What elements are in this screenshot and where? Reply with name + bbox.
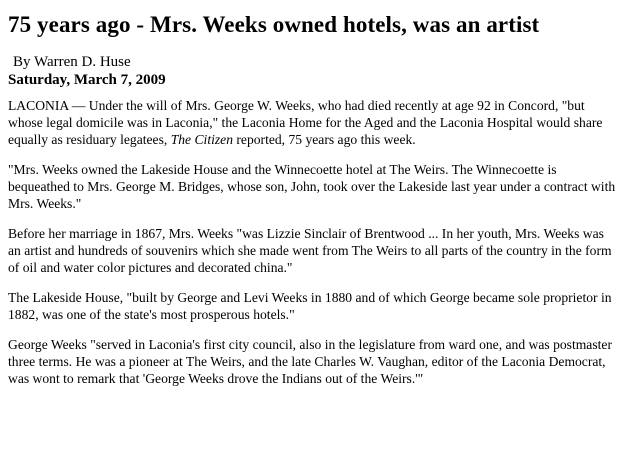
paragraph-5: George Weeks "served in Laconia's first city council, also in the legislature from ward one, and was postmaster three terms. He was a pioneer at The Weirs, and the late Charles W. Vaughan, editor of the Laconia Democrat, was wont to remark that 'George Weeks drove the Indians out of the Weirs.'" [8,337,612,386]
article-date: Saturday, March 7, 2009 [8,72,166,88]
article-headline: 75 years ago - Mrs. Weeks owned hotels, was an artist [8,12,540,37]
paragraph-4: The Lakeside House, "built by George and Levi Weeks in 1880 and of which George became sole proprietor in 1882, was one of the state's most prosperous hotels." [8,290,612,322]
paragraph-1-end: reported, 75 years ago this week. [233,132,416,147]
newspaper-name: The Citizen [170,132,233,147]
article [8,0,620,400]
paragraph-1 [8,97,620,148]
paragraph-2: "Mrs. Weeks owned the Lakeside House and the Winnecoette hotel at The Weirs. The Winnecoette is bequeathed to Mrs. George M. Bridges, whose son, John, took over the Lakeside last year under a contract with Mrs. Weeks." [8,162,616,211]
paragraph-1-start: LACONIA — Under the will of Mrs. George W. Weeks, who had died recently at age 92 in Concord, "but whose legal domicile was in Laconia," the Laconia Home for the Aged and the Laconia Hospital would share equally as residuary legatees, [8,98,603,147]
paragraph-3: Before her marriage in 1867, Mrs. Weeks "was Lizzie Sinclair of Brentwood ... In her youth, Mrs. Weeks was an artist and hundreds of souvenirs which she made went from The Weirs to all parts of the country in the form of oil and water color pictures and decorated china." [8,226,612,275]
article-byline: By Warren D. Huse [13,54,131,70]
